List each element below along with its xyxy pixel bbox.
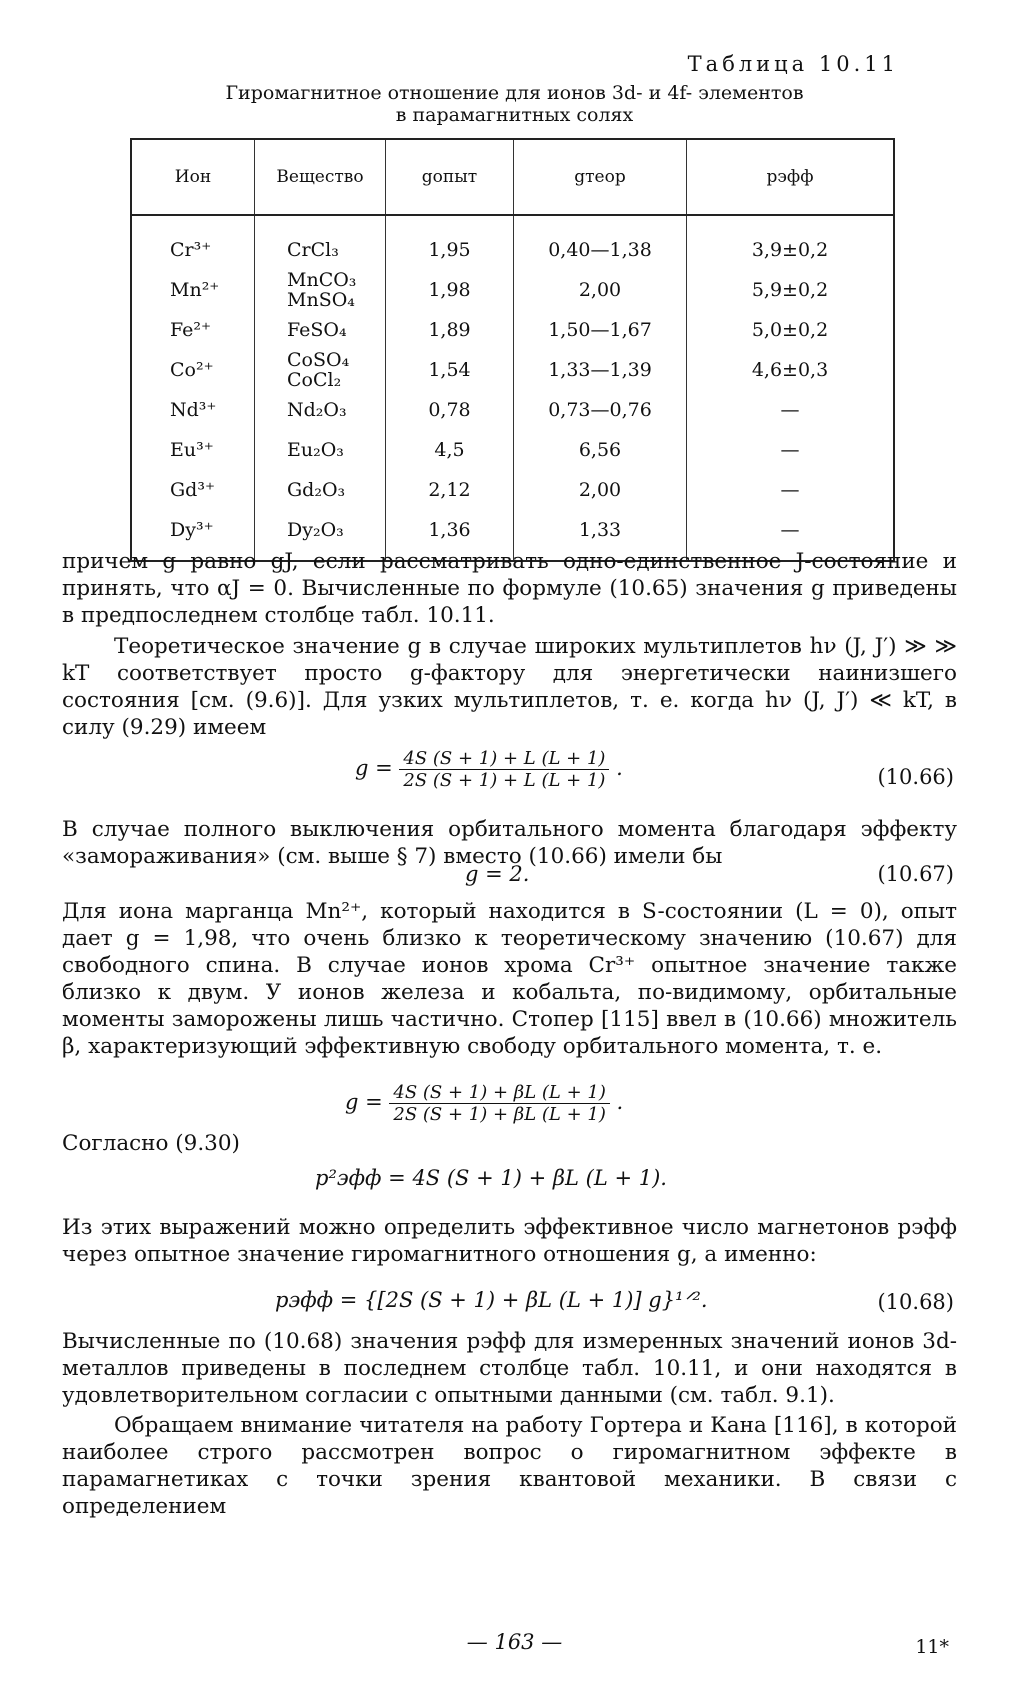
paragraph-4: Для иона марганца Mn²⁺, который находится в S-состоянии (L = 0), опыт дает g = 1,98, что очень близко к теоретическому значению (10.67) для свободного спина. В случае ионов хрома Cr³⁺ опытное значение также близко к двум. У ионов железа и кобальта, по-видимому, орбитальные моменты заморожены лишь частично. Стопер [115] ввел в (10.66) множитель β, характеризующий эффективную свободу орбитального момента, т. е. [62,899,957,1059]
cell-g-theor: 2,00 [514,470,687,510]
cell-ion: Co²⁺ [170,359,214,381]
cell-p-eff: 3,9±0,2 [687,215,895,270]
cell-g-theor: 1,50—1,67 [514,310,687,350]
table-row [131,310,894,350]
cell-substance: FeSO₄ [255,310,386,350]
header-p-eff: pэфф [687,139,895,215]
cell-g-theor: 6,56 [514,430,687,470]
eqbeta-tail: . [616,1090,624,1114]
eq66-fraction [399,748,609,791]
table-caption-line1: Гиромагнитное отношение для ионов 3d- и 4f- элементов [225,82,804,104]
header-g-theor: gтеор [514,139,687,215]
page-number: — 163 — [466,1630,563,1654]
cell-g-exp: 2,12 [386,470,514,510]
equation-10-67: g = 2. [465,862,530,886]
cell-substance: Gd₂O₃ [255,470,386,510]
cell-ion: Mn²⁺ [170,279,220,301]
table-caption-line2: в парамагнитных солях [395,104,634,126]
paragraph-5: Согласно (9.30) [62,1131,240,1156]
cell-ion: Dy³⁺ [170,519,214,541]
paragraph-3: В случае полного выключения орбитального момента благодаря эффекту «замораживания» (см. выше § 7) вместо (10.66) имели бы [62,817,957,869]
equation-10-66 [355,748,623,791]
eq66-numerator: 4S (S + 1) + L (L + 1) [399,748,609,770]
cell-p-eff: — [687,510,895,561]
cell-substance: CoSO₄ CoCl₂ [255,350,386,390]
cell-substance: MnCO₃ MnSO₄ [255,270,386,310]
paragraph-1: причем g равно gJ, если рассматривать одно-единственное J-состояние и принять, что αJ = 0. Вычисленные по формуле (10.65) значения g приведены в предпоследнем столбце табл. 10.11. [62,549,957,628]
cell-g-exp: 4,5 [386,430,514,470]
cell-p-eff: — [687,430,895,470]
cell-g-theor: 0,40—1,38 [514,215,687,270]
cell-p-eff: 5,9±0,2 [687,270,895,310]
cell-g-exp: 0,78 [386,390,514,430]
paragraph-2: Теоретическое значение g в случае широких мультиплетов hν (J, J′) ≫ ≫ kT соответствует просто g-фактору для энергетически наинизшего состояния [см. (9.6)]. Для узких мультиплетов, т. е. когда hν (J, J′) ≪ kT, в силу (9.29) имеем [62,634,957,740]
cell-ion: Eu³⁺ [170,439,214,461]
table-row [131,470,894,510]
eq66-denominator: 2S (S + 1) + L (L + 1) [403,770,606,791]
equation-beta [345,1082,623,1125]
equation-number-10-67: (10.67) [877,862,954,886]
cell-p-eff: 5,0±0,2 [687,310,895,350]
table-caption [0,82,1029,126]
cell-p-eff: 4,6±0,3 [687,350,895,390]
cell-p-eff: — [687,390,895,430]
cell-substance: Eu₂O₃ [255,430,386,470]
table-header-row [131,139,894,215]
equation-p-eff-squared: p²эфф = 4S (S + 1) + βL (L + 1). [315,1166,667,1190]
paragraph-7: Вычисленные по (10.68) значения pэфф для измеренных значений ионов 3d-металлов приведены в последнем столбце табл. 10.11, и они находятся в удовлетворительном согласии с опытными данными (см. табл. 9.1). [62,1329,957,1408]
header-ion: Ион [131,139,255,215]
cell-substance: Nd₂O₃ [255,390,386,430]
eq66-tail: . [616,756,623,780]
cell-g-exp: 1,36 [386,510,514,561]
gyromagnetic-table [130,138,895,562]
cell-p-eff: — [687,470,895,510]
cell-g-exp: 1,98 [386,270,514,310]
equation-number-10-66: (10.66) [877,765,954,789]
paragraph-6: Из этих выражений можно определить эффективное число магнетонов pэфф через опытное значение гиромагнитного отношения g, а именно: [62,1215,957,1267]
eqbeta-numerator: 4S (S + 1) + βL (L + 1) [389,1082,609,1104]
eqbeta-fraction [389,1082,609,1125]
table-row [131,430,894,470]
eqbeta-denominator: 2S (S + 1) + βL (L + 1) [393,1104,606,1125]
eq66-lhs: g = [355,756,393,780]
cell-g-exp: 1,89 [386,310,514,350]
cell-substance: Dy₂O₃ [255,510,386,561]
table-row [131,390,894,430]
cell-g-theor: 0,73—0,76 [514,390,687,430]
cell-ion: Nd³⁺ [170,399,217,421]
eqbeta-lhs: g = [345,1090,383,1114]
equation-number-10-68: (10.68) [877,1290,954,1314]
cell-g-exp: 1,95 [386,215,514,270]
cell-g-theor: 2,00 [514,270,687,310]
cell-ion: Gd³⁺ [170,479,215,501]
paragraph-8: Обращаем внимание читателя на работу Гортера и Кана [116], в которой наиболее строго рассмотрен вопрос о гиромагнитном эффекте в парамагнетиках с точки зрения квантовой механики. В связи с определением [62,1413,957,1519]
header-g-exp: gопыт [386,139,514,215]
cell-g-exp: 1,54 [386,350,514,390]
cell-g-theor: 1,33 [514,510,687,561]
table-row [131,215,894,270]
cell-ion: Fe²⁺ [170,319,212,341]
cell-substance: CrCl₃ [255,215,386,270]
cell-g-theor: 1,33—1,39 [514,350,687,390]
table-row [131,270,894,310]
signature-mark: 11* [915,1636,949,1658]
equation-10-68: pэфф = {[2S (S + 1) + βL (L + 1)] g}¹ᐟ². [275,1288,708,1312]
table-row [131,350,894,390]
header-substance: Вещество [255,139,386,215]
table-label: Таблица 10.11 [687,52,899,76]
cell-ion: Cr³⁺ [170,239,212,261]
